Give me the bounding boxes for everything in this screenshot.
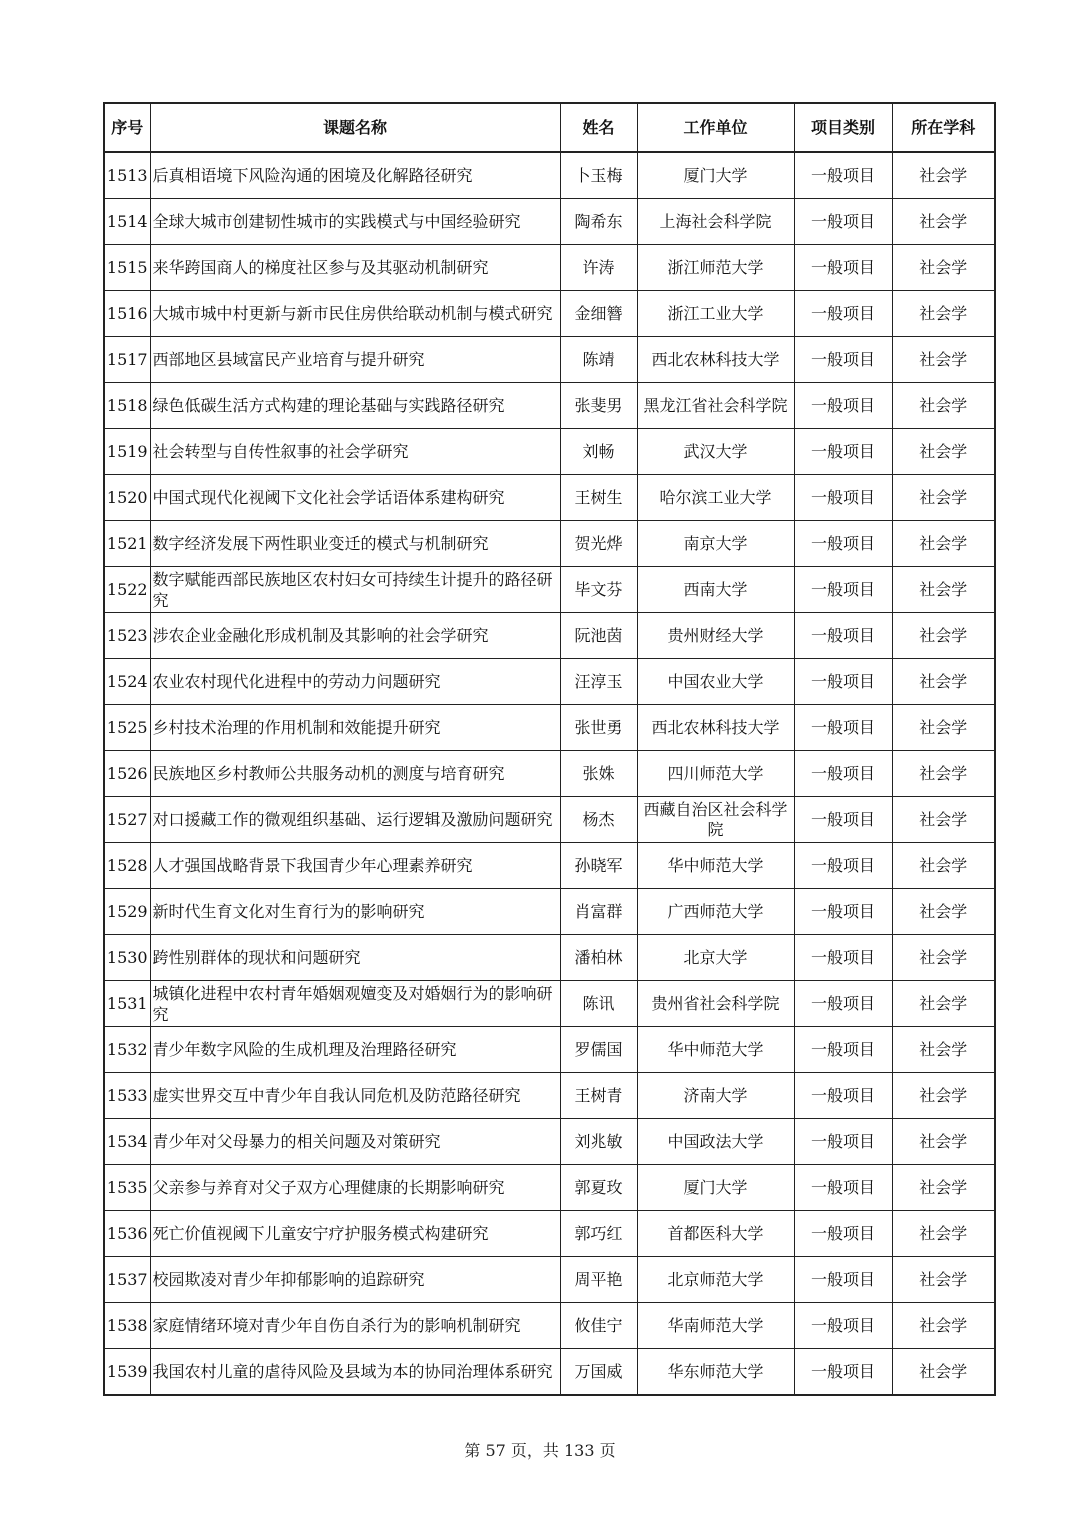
table-row xyxy=(104,383,995,429)
cell-type: 一般项目 xyxy=(794,935,892,981)
cell-no: 1539 xyxy=(104,1349,150,1396)
cell-type: 一般项目 xyxy=(794,383,892,429)
cell-no: 1515 xyxy=(104,245,150,291)
cell-subject: 社会学 xyxy=(892,1119,995,1165)
cell-no: 1533 xyxy=(104,1073,150,1119)
cell-unit: 西藏自治区社会科学院 xyxy=(637,797,794,843)
table-row xyxy=(104,613,995,659)
cell-title: 乡村技术治理的作用机制和效能提升研究 xyxy=(150,705,560,751)
cell-unit: 浙江工业大学 xyxy=(637,291,794,337)
cell-subject: 社会学 xyxy=(892,1073,995,1119)
table-row xyxy=(104,291,995,337)
cell-name: 贺光烨 xyxy=(560,521,637,567)
cell-no: 1523 xyxy=(104,613,150,659)
cell-unit: 浙江师范大学 xyxy=(637,245,794,291)
cell-title: 后真相语境下风险沟通的困境及化解路径研究 xyxy=(150,152,560,199)
table-row xyxy=(104,245,995,291)
cell-unit: 哈尔滨工业大学 xyxy=(637,475,794,521)
cell-type: 一般项目 xyxy=(794,429,892,475)
cell-no: 1521 xyxy=(104,521,150,567)
cell-type: 一般项目 xyxy=(794,797,892,843)
header-title: 课题名称 xyxy=(150,103,560,152)
cell-title: 中国式现代化视阈下文化社会学话语体系建构研究 xyxy=(150,475,560,521)
cell-type: 一般项目 xyxy=(794,613,892,659)
header-row xyxy=(104,103,995,152)
table-row xyxy=(104,1211,995,1257)
cell-title: 跨性别群体的现状和问题研究 xyxy=(150,935,560,981)
cell-no: 1525 xyxy=(104,705,150,751)
cell-type: 一般项目 xyxy=(794,889,892,935)
cell-subject: 社会学 xyxy=(892,843,995,889)
cell-type: 一般项目 xyxy=(794,1211,892,1257)
cell-type: 一般项目 xyxy=(794,705,892,751)
table-row xyxy=(104,981,995,1027)
cell-title: 对口援藏工作的微观组织基础、运行逻辑及激励问题研究 xyxy=(150,797,560,843)
cell-title: 社会转型与自传性叙事的社会学研究 xyxy=(150,429,560,475)
cell-type: 一般项目 xyxy=(794,567,892,613)
cell-title: 民族地区乡村教师公共服务动机的测度与培育研究 xyxy=(150,751,560,797)
cell-no: 1532 xyxy=(104,1027,150,1073)
cell-type: 一般项目 xyxy=(794,1303,892,1349)
header-no: 序号 xyxy=(104,103,150,152)
cell-title: 我国农村儿童的虐待风险及县域为本的协同治理体系研究 xyxy=(150,1349,560,1396)
cell-subject: 社会学 xyxy=(892,199,995,245)
cell-no: 1518 xyxy=(104,383,150,429)
cell-title: 大城市城中村更新与新市民住房供给联动机制与模式研究 xyxy=(150,291,560,337)
table-body xyxy=(104,152,995,1395)
cell-title: 青少年数字风险的生成机理及治理路径研究 xyxy=(150,1027,560,1073)
cell-no: 1519 xyxy=(104,429,150,475)
cell-no: 1537 xyxy=(104,1257,150,1303)
cell-unit: 厦门大学 xyxy=(637,1165,794,1211)
cell-no: 1529 xyxy=(104,889,150,935)
cell-name: 王树生 xyxy=(560,475,637,521)
cell-title: 人才强国战略背景下我国青少年心理素养研究 xyxy=(150,843,560,889)
cell-unit: 华南师范大学 xyxy=(637,1303,794,1349)
table-row xyxy=(104,797,995,843)
cell-name: 张斐男 xyxy=(560,383,637,429)
cell-name: 攸佳宁 xyxy=(560,1303,637,1349)
cell-subject: 社会学 xyxy=(892,429,995,475)
cell-unit: 黑龙江省社会科学院 xyxy=(637,383,794,429)
cell-name: 王树青 xyxy=(560,1073,637,1119)
cell-unit: 北京大学 xyxy=(637,935,794,981)
cell-unit: 武汉大学 xyxy=(637,429,794,475)
cell-type: 一般项目 xyxy=(794,1027,892,1073)
cell-subject: 社会学 xyxy=(892,613,995,659)
cell-no: 1520 xyxy=(104,475,150,521)
cell-subject: 社会学 xyxy=(892,1165,995,1211)
cell-type: 一般项目 xyxy=(794,981,892,1027)
cell-no: 1522 xyxy=(104,567,150,613)
cell-title: 涉农企业金融化形成机制及其影响的社会学研究 xyxy=(150,613,560,659)
cell-unit: 上海社会科学院 xyxy=(637,199,794,245)
cell-type: 一般项目 xyxy=(794,1349,892,1396)
cell-unit: 中国农业大学 xyxy=(637,659,794,705)
table-row xyxy=(104,1349,995,1396)
cell-name: 刘畅 xyxy=(560,429,637,475)
table-row xyxy=(104,1257,995,1303)
cell-subject: 社会学 xyxy=(892,291,995,337)
table-row xyxy=(104,1303,995,1349)
cell-unit: 华中师范大学 xyxy=(637,1027,794,1073)
cell-unit: 西北农林科技大学 xyxy=(637,705,794,751)
cell-name: 郭巧红 xyxy=(560,1211,637,1257)
cell-no: 1513 xyxy=(104,152,150,199)
cell-unit: 中国政法大学 xyxy=(637,1119,794,1165)
cell-title: 城镇化进程中农村青年婚姻观嬗变及对婚姻行为的影响研究 xyxy=(150,981,560,1027)
cell-no: 1527 xyxy=(104,797,150,843)
cell-subject: 社会学 xyxy=(892,1349,995,1396)
cell-name: 万国威 xyxy=(560,1349,637,1396)
cell-subject: 社会学 xyxy=(892,981,995,1027)
cell-unit: 北京师范大学 xyxy=(637,1257,794,1303)
cell-title: 数字赋能西部民族地区农村妇女可持续生计提升的路径研究 xyxy=(150,567,560,613)
cell-subject: 社会学 xyxy=(892,1027,995,1073)
cell-no: 1535 xyxy=(104,1165,150,1211)
cell-subject: 社会学 xyxy=(892,797,995,843)
cell-name: 毕文芬 xyxy=(560,567,637,613)
cell-name: 金细簪 xyxy=(560,291,637,337)
cell-name: 陈靖 xyxy=(560,337,637,383)
cell-unit: 南京大学 xyxy=(637,521,794,567)
cell-title: 数字经济发展下两性职业变迁的模式与机制研究 xyxy=(150,521,560,567)
cell-title: 父亲参与养育对父子双方心理健康的长期影响研究 xyxy=(150,1165,560,1211)
table-row xyxy=(104,1119,995,1165)
cell-title: 家庭情绪环境对青少年自伤自杀行为的影响机制研究 xyxy=(150,1303,560,1349)
cell-name: 许涛 xyxy=(560,245,637,291)
cell-name: 周平艳 xyxy=(560,1257,637,1303)
cell-type: 一般项目 xyxy=(794,659,892,705)
cell-name: 汪淳玉 xyxy=(560,659,637,705)
cell-unit: 首都医科大学 xyxy=(637,1211,794,1257)
table-header xyxy=(104,103,995,152)
cell-subject: 社会学 xyxy=(892,337,995,383)
cell-unit: 西北农林科技大学 xyxy=(637,337,794,383)
cell-no: 1534 xyxy=(104,1119,150,1165)
cell-unit: 华中师范大学 xyxy=(637,843,794,889)
cell-title: 死亡价值视阈下儿童安宁疗护服务模式构建研究 xyxy=(150,1211,560,1257)
cell-unit: 广西师范大学 xyxy=(637,889,794,935)
page-footer: 第 57 页，共 133 页 xyxy=(464,1441,616,1460)
cell-subject: 社会学 xyxy=(892,245,995,291)
cell-type: 一般项目 xyxy=(794,1119,892,1165)
project-list-table xyxy=(103,102,996,1396)
cell-unit: 贵州财经大学 xyxy=(637,613,794,659)
cell-type: 一般项目 xyxy=(794,1165,892,1211)
cell-name: 罗儒国 xyxy=(560,1027,637,1073)
cell-subject: 社会学 xyxy=(892,1303,995,1349)
cell-unit: 西南大学 xyxy=(637,567,794,613)
cell-type: 一般项目 xyxy=(794,843,892,889)
table-row xyxy=(104,567,995,613)
header-subject: 所在学科 xyxy=(892,103,995,152)
cell-name: 卜玉梅 xyxy=(560,152,637,199)
cell-subject: 社会学 xyxy=(892,152,995,199)
cell-unit: 华东师范大学 xyxy=(637,1349,794,1396)
cell-name: 孙晓军 xyxy=(560,843,637,889)
table-row xyxy=(104,935,995,981)
cell-type: 一般项目 xyxy=(794,475,892,521)
table-row xyxy=(104,1027,995,1073)
cell-title: 全球大城市创建韧性城市的实践模式与中国经验研究 xyxy=(150,199,560,245)
cell-name: 杨杰 xyxy=(560,797,637,843)
table-row xyxy=(104,1073,995,1119)
cell-no: 1516 xyxy=(104,291,150,337)
cell-subject: 社会学 xyxy=(892,659,995,705)
cell-name: 潘柏林 xyxy=(560,935,637,981)
cell-subject: 社会学 xyxy=(892,521,995,567)
header-unit: 工作单位 xyxy=(637,103,794,152)
cell-name: 肖富群 xyxy=(560,889,637,935)
cell-title: 青少年对父母暴力的相关问题及对策研究 xyxy=(150,1119,560,1165)
cell-title: 来华跨国商人的梯度社区参与及其驱动机制研究 xyxy=(150,245,560,291)
cell-title: 绿色低碳生活方式构建的理论基础与实践路径研究 xyxy=(150,383,560,429)
cell-type: 一般项目 xyxy=(794,245,892,291)
cell-subject: 社会学 xyxy=(892,705,995,751)
table-row xyxy=(104,429,995,475)
cell-name: 张世勇 xyxy=(560,705,637,751)
cell-subject: 社会学 xyxy=(892,567,995,613)
cell-title: 农业农村现代化进程中的劳动力问题研究 xyxy=(150,659,560,705)
cell-no: 1538 xyxy=(104,1303,150,1349)
cell-title: 虚实世界交互中青少年自我认同危机及防范路径研究 xyxy=(150,1073,560,1119)
cell-subject: 社会学 xyxy=(892,889,995,935)
cell-subject: 社会学 xyxy=(892,751,995,797)
cell-name: 陶希东 xyxy=(560,199,637,245)
table-row xyxy=(104,659,995,705)
cell-type: 一般项目 xyxy=(794,521,892,567)
cell-unit: 四川师范大学 xyxy=(637,751,794,797)
cell-type: 一般项目 xyxy=(794,152,892,199)
cell-no: 1536 xyxy=(104,1211,150,1257)
cell-type: 一般项目 xyxy=(794,1073,892,1119)
cell-title: 新时代生育文化对生育行为的影响研究 xyxy=(150,889,560,935)
table-row xyxy=(104,843,995,889)
table-row xyxy=(104,152,995,199)
cell-no: 1531 xyxy=(104,981,150,1027)
cell-subject: 社会学 xyxy=(892,1257,995,1303)
table-row xyxy=(104,1165,995,1211)
table-row xyxy=(104,889,995,935)
cell-unit: 厦门大学 xyxy=(637,152,794,199)
cell-type: 一般项目 xyxy=(794,337,892,383)
table-row xyxy=(104,521,995,567)
cell-no: 1526 xyxy=(104,751,150,797)
cell-no: 1517 xyxy=(104,337,150,383)
table-row xyxy=(104,475,995,521)
cell-type: 一般项目 xyxy=(794,751,892,797)
cell-no: 1514 xyxy=(104,199,150,245)
cell-name: 郭夏玫 xyxy=(560,1165,637,1211)
cell-subject: 社会学 xyxy=(892,475,995,521)
cell-unit: 济南大学 xyxy=(637,1073,794,1119)
cell-name: 张姝 xyxy=(560,751,637,797)
header-type: 项目类别 xyxy=(794,103,892,152)
cell-type: 一般项目 xyxy=(794,291,892,337)
cell-subject: 社会学 xyxy=(892,383,995,429)
cell-subject: 社会学 xyxy=(892,1211,995,1257)
header-name: 姓名 xyxy=(560,103,637,152)
cell-title: 西部地区县域富民产业培育与提升研究 xyxy=(150,337,560,383)
cell-title: 校园欺凌对青少年抑郁影响的追踪研究 xyxy=(150,1257,560,1303)
cell-subject: 社会学 xyxy=(892,935,995,981)
table-row xyxy=(104,199,995,245)
cell-no: 1530 xyxy=(104,935,150,981)
cell-no: 1528 xyxy=(104,843,150,889)
table-row xyxy=(104,705,995,751)
cell-type: 一般项目 xyxy=(794,1257,892,1303)
cell-type: 一般项目 xyxy=(794,199,892,245)
cell-unit: 贵州省社会科学院 xyxy=(637,981,794,1027)
table-row xyxy=(104,337,995,383)
cell-name: 阮池茵 xyxy=(560,613,637,659)
cell-name: 刘兆敏 xyxy=(560,1119,637,1165)
table-row xyxy=(104,751,995,797)
cell-name: 陈讯 xyxy=(560,981,637,1027)
cell-no: 1524 xyxy=(104,659,150,705)
